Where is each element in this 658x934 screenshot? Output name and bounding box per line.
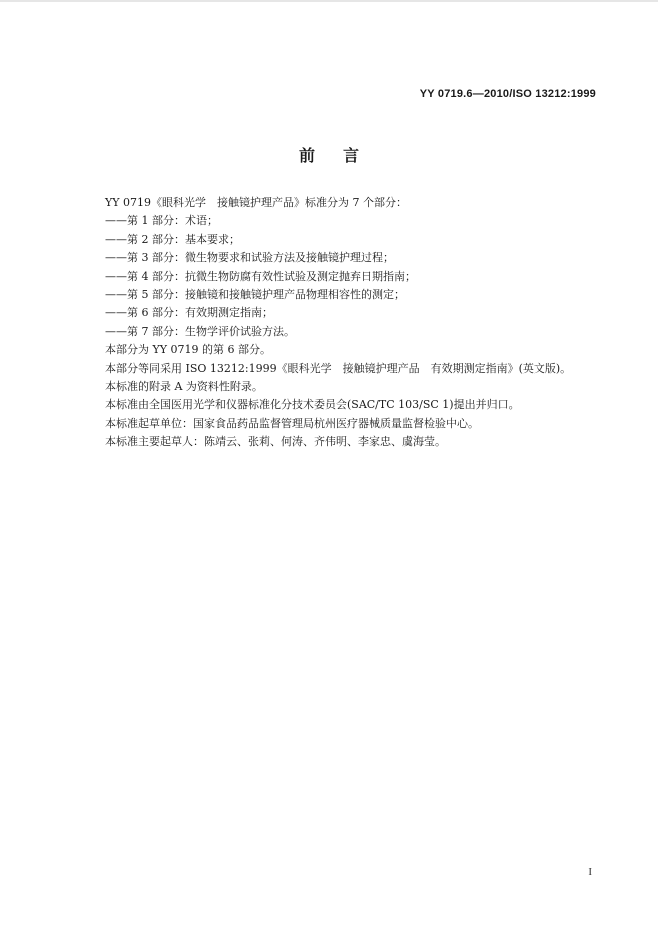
part-statement: 本部分为 YY 0719 的第 6 部分。	[105, 343, 271, 357]
page-title: 前言	[298, 146, 387, 165]
page-number: I	[588, 866, 592, 878]
part-list-item: ——第 5 部分：接触镜和接触镜护理产品物理相容性的测定；	[105, 287, 405, 301]
part-list-item: ——第 4 部分：抗微生物防腐有效性试验及测定抛弃日期指南；	[105, 269, 416, 283]
drafters-statement: 本标准主要起草人：陈靖云、张莉、何涛、齐伟明、李家忠、虞海莹。	[105, 435, 446, 449]
part-list-item: ——第 7 部分：生物学评价试验方法。	[105, 324, 295, 338]
drafting-unit-statement: 本标准起草单位：国家食品药品监督管理局杭州医疗器械质量监督检验中心。	[105, 416, 479, 430]
committee-statement: 本标准由全国医用光学和仪器标准化分技术委员会(SAC/TC 103/SC 1)提出并归口。	[105, 398, 520, 412]
annex-statement: 本标准的附录 A 为资料性附录。	[105, 379, 263, 393]
foreword-body	[105, 194, 605, 451]
adoption-statement: 本部分等同采用 ISO 13212:1999《眼科光学 接触镜护理产品 有效期测定指南》(英文版)。	[105, 361, 572, 375]
standard-number: YY 0719.6—2010/ISO 13212:1999	[419, 88, 596, 100]
part-list-item: ——第 2 部分：基本要求；	[105, 232, 240, 246]
part-list-item: ——第 1 部分：术语；	[105, 214, 218, 228]
part-list-item: ——第 3 部分：微生物要求和试验方法及接触镜护理过程；	[105, 251, 394, 265]
intro-paragraph: YY 0719《眼科光学 接触镜护理产品》标准分为 7 个部分：	[105, 196, 408, 209]
scan-edge	[0, 0, 658, 2]
part-list-item: ——第 6 部分：有效期测定指南；	[105, 306, 273, 320]
